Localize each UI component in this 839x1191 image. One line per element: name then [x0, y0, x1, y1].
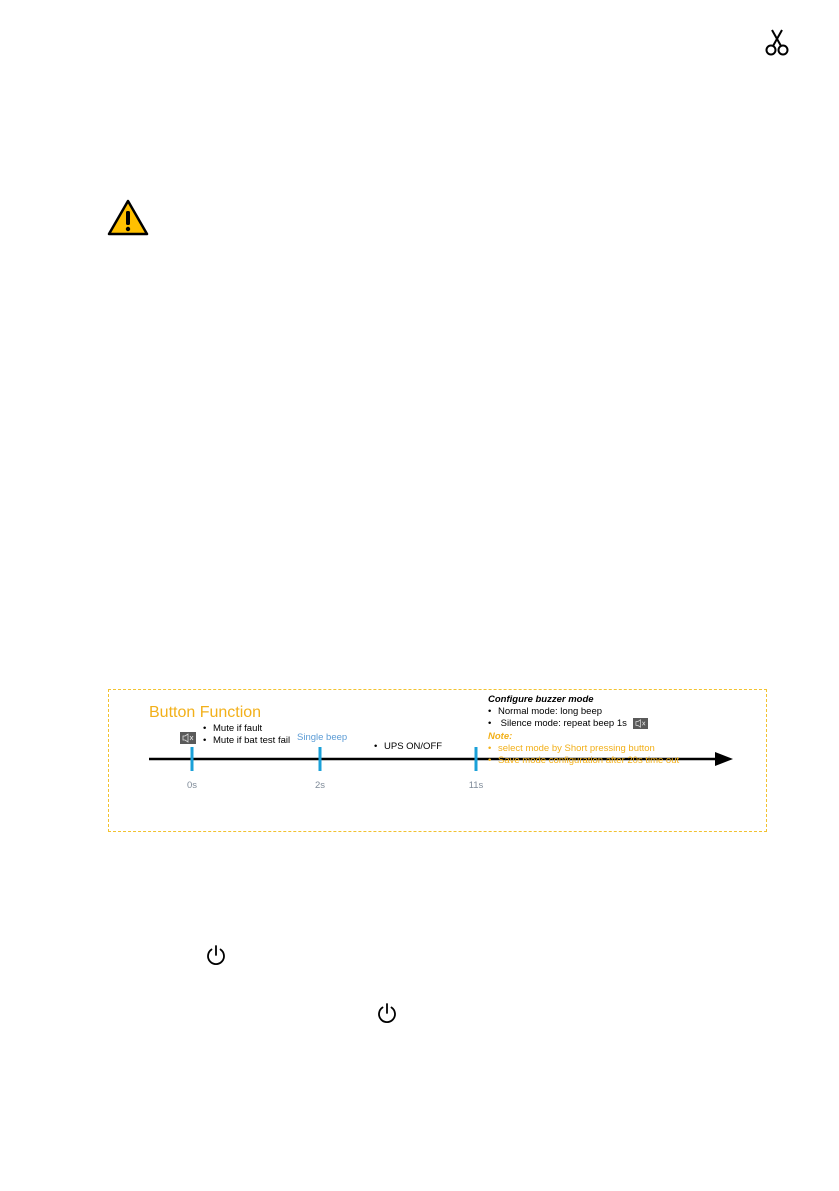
mute-bat-test-item: • Mute if bat test fail	[213, 735, 290, 747]
speaker-mute-icon	[633, 718, 648, 729]
scissors-icon	[762, 28, 792, 58]
power-icon	[205, 944, 227, 966]
ups-on-off-item: • UPS ON/OFF	[384, 741, 442, 753]
silence-mode-item: • Silence mode: repeat beep 1s	[498, 718, 648, 730]
timeline-tick-label: 0s	[186, 780, 198, 791]
normal-mode-item: • Normal mode: long beep	[498, 706, 602, 718]
power-icon	[376, 1002, 398, 1024]
note-item-1: • select mode by Short pressing button	[498, 743, 655, 755]
timeline-tick-label: 11s	[468, 780, 484, 791]
timeline-arrowhead	[715, 752, 733, 766]
config-heading: Configure buzzer mode	[488, 694, 594, 705]
mute-fault-item: • Mute if fault	[213, 723, 262, 735]
speaker-mute-icon	[180, 732, 196, 744]
note-item-2: • Save mode configuration after 20s time out	[498, 755, 679, 767]
single-beep-label: Single beep	[297, 732, 348, 743]
note-label: Note:	[488, 731, 513, 742]
panel-title: Button Function	[149, 704, 262, 721]
button-function-panel	[108, 689, 767, 832]
warning-icon	[106, 198, 150, 238]
timeline-tick-label: 2s	[314, 780, 326, 791]
